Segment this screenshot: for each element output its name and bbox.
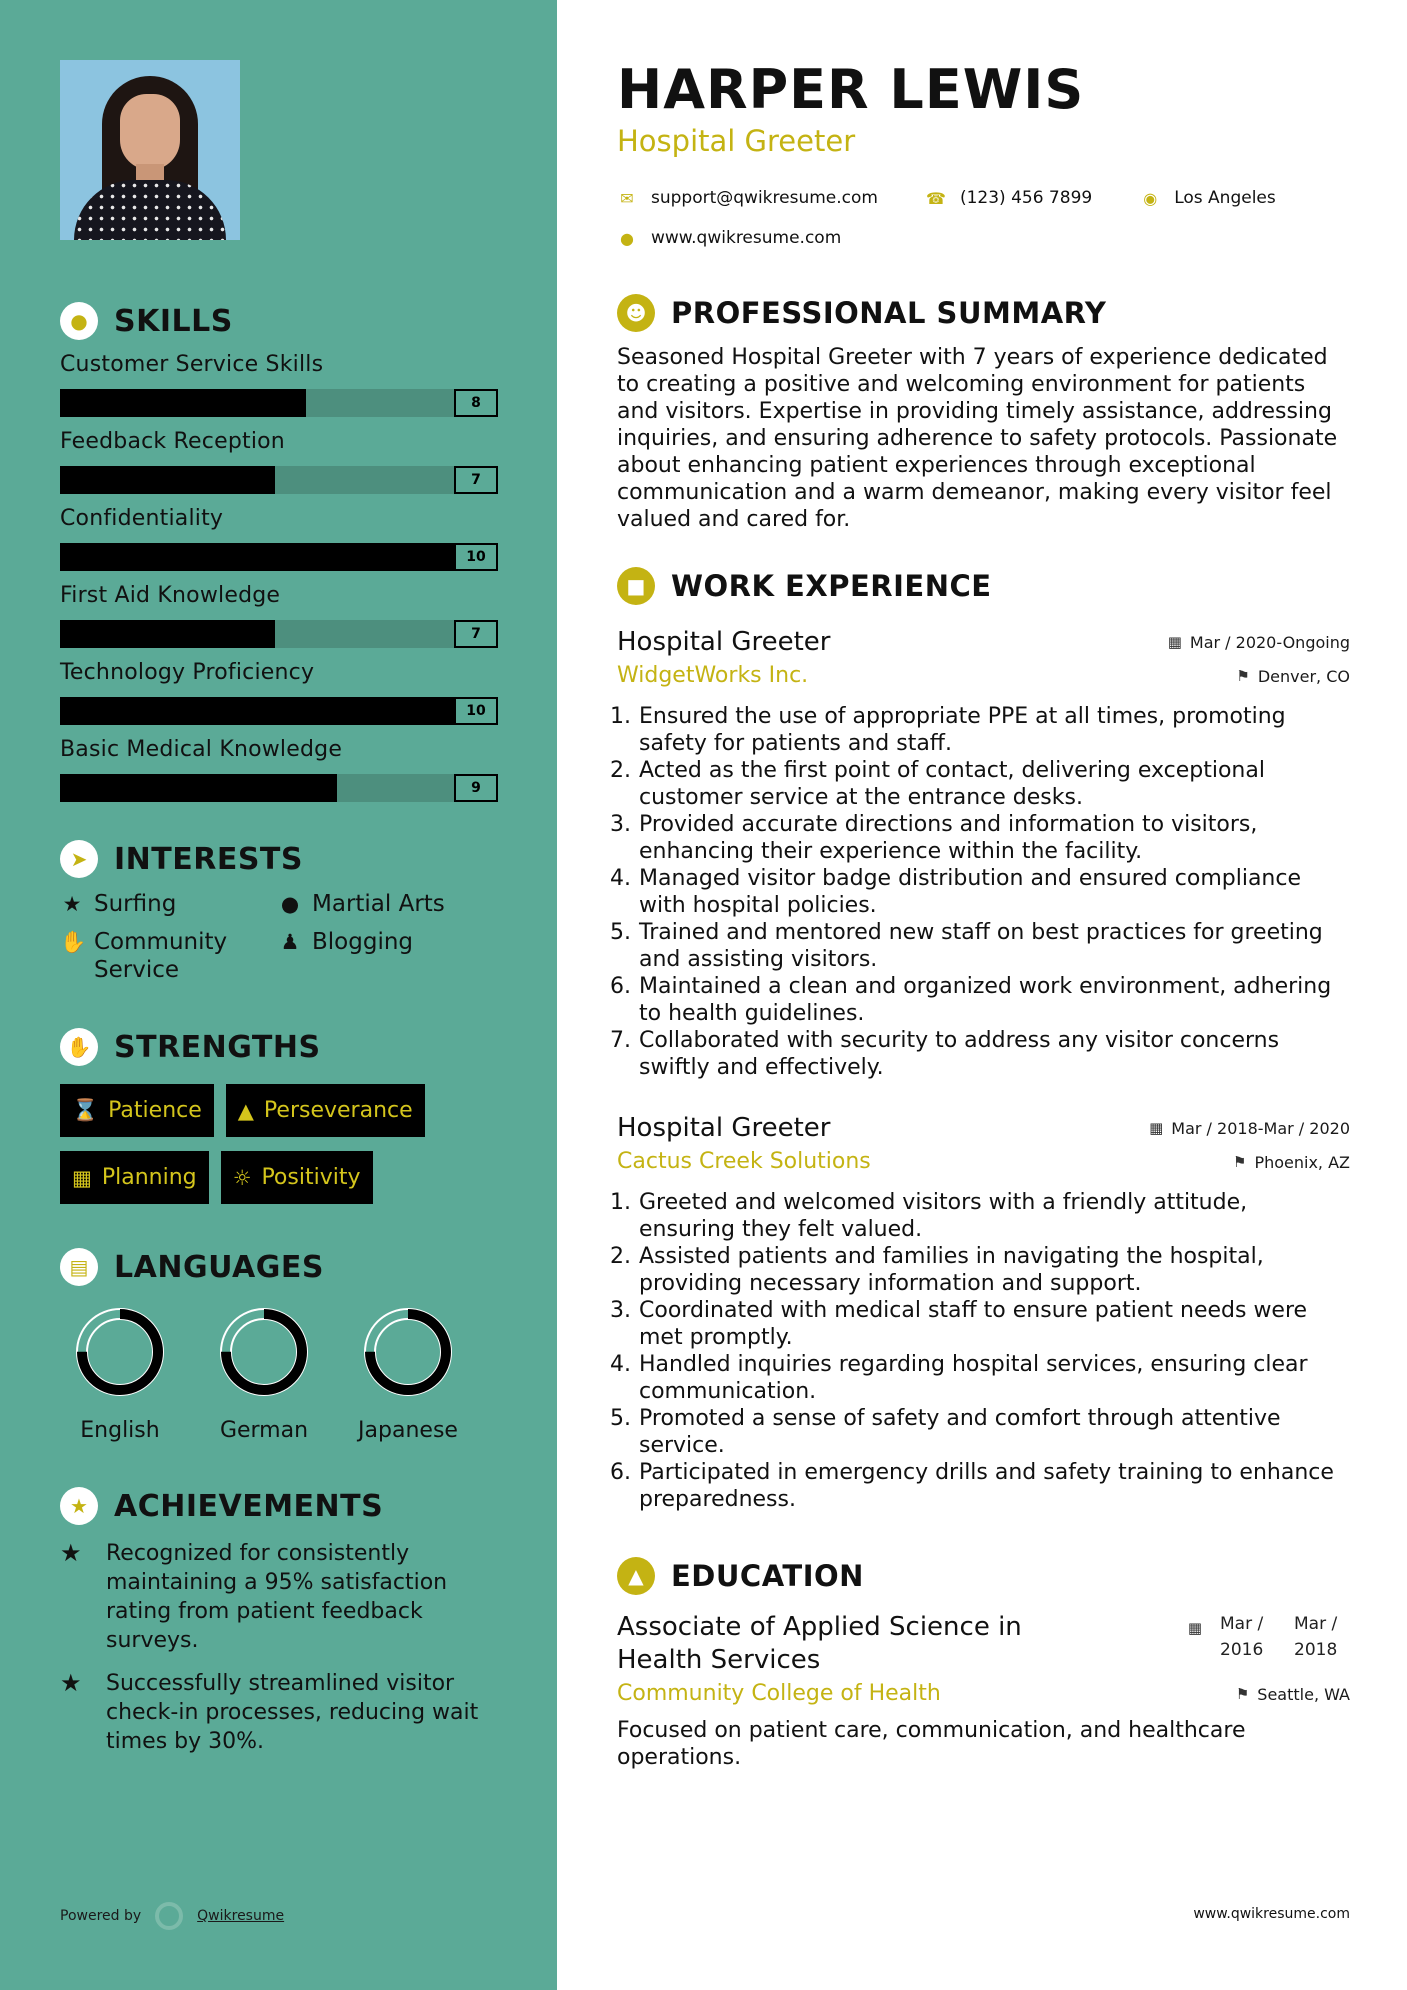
job-bullet: 3. Coordinated with medical staff to ensure patient needs were met promptly. <box>610 1298 1308 1350</box>
star-icon: ★ <box>60 1669 82 1697</box>
language-ring <box>216 1304 312 1400</box>
candidate-name: HARPER LEWIS <box>617 58 1085 121</box>
strength-badge <box>60 1151 209 1204</box>
interest-label: Blogging <box>312 929 414 955</box>
strength-label: Positivity <box>261 1165 361 1190</box>
lightbulb-icon: ● <box>60 302 98 340</box>
skill-bar <box>60 774 498 802</box>
job-bullet: 4. Managed visitor badge distribution and ensured compliance with hospital policies. <box>610 866 1301 918</box>
skill-label: First Aid Knowledge <box>60 583 281 608</box>
skill-label: Technology Proficiency <box>60 660 315 685</box>
skill-score: 9 <box>454 774 498 802</box>
qwikresume-logo-icon <box>155 1902 183 1930</box>
summary-section <box>617 294 1350 533</box>
achievement-text: Successfully streamlined visitor check-in processes, reducing wait times by 30%. <box>106 1671 479 1754</box>
job-title: Hospital Greeter <box>617 627 831 657</box>
skill-bar <box>60 543 498 571</box>
star-badge-icon: ★ <box>60 1487 98 1525</box>
achievements-section <box>60 1487 497 1756</box>
experience-section <box>610 567 1350 1513</box>
powered-by <box>60 1902 284 1930</box>
languages-title: LANGUAGES <box>114 1249 324 1285</box>
language-label: German <box>219 1418 309 1443</box>
summary-text: Seasoned Hospital Greeter with 7 years of experience dedicated to creating a positive and welcoming environment for patients and visitors. Expertise in providing timely assistance, addressing inquiries, and ensuring adherence to safety protocols. Passionate about enhancing patient experiences through exceptional communication and a warm demeanor, making every visitor feel valued and cared for. <box>617 345 1338 532</box>
summary-title: PROFESSIONAL SUMMARY <box>671 296 1107 330</box>
sun-icon: ☼ <box>232 1165 252 1190</box>
job-dates: Mar / 2018-Mar / 2020 <box>1171 1118 1350 1138</box>
skill-score: 7 <box>454 466 498 494</box>
language-item <box>204 1304 324 1443</box>
road-icon: ▲ <box>237 1098 254 1123</box>
skill-label: Customer Service Skills <box>60 352 324 377</box>
strength-badge <box>226 1084 425 1137</box>
education-description: Focused on patient care, communication, and healthcare operations. <box>617 1718 1246 1770</box>
strength-label: Patience <box>108 1098 202 1123</box>
interests-section <box>60 840 497 984</box>
interest-item <box>278 928 498 984</box>
strength-badge <box>60 1084 214 1137</box>
job-bullet: 2. Acted as the first point of contact, delivering exceptional customer service at the entrance desks. <box>610 758 1265 810</box>
skill-bar <box>60 697 498 725</box>
envelope-icon: ✉ <box>620 188 634 208</box>
job-entry <box>610 1111 1350 1513</box>
sidebar <box>0 0 557 1990</box>
skill-bar-fill <box>60 697 454 725</box>
job-bullet: 7. Collaborated with security to address any visitor concerns swiftly and effectively. <box>610 1028 1280 1080</box>
strengths-title: STRENGTHS <box>114 1029 321 1065</box>
users-icon: ♟ <box>280 930 300 954</box>
skill-label: Confidentiality <box>60 506 224 531</box>
language-ring <box>360 1304 456 1400</box>
profile-photo <box>60 60 240 240</box>
skill-label: Basic Medical Knowledge <box>60 737 343 762</box>
job-bullet: 2. Assisted patients and families in navigating the hospital, providing necessary information and support. <box>610 1244 1264 1296</box>
company-name: WidgetWorks Inc. <box>617 663 809 688</box>
skill-score: 10 <box>454 543 498 571</box>
language-label: English <box>80 1418 160 1443</box>
interest-label: Surfing <box>94 891 177 917</box>
phone-icon: ☎ <box>926 188 946 208</box>
pin-icon: ⚑ <box>1236 667 1250 685</box>
interest-label: Martial Arts <box>312 891 445 917</box>
hourglass-icon: ⌛ <box>72 1098 99 1122</box>
chair-icon: ■ <box>617 567 655 605</box>
fist-icon: ✋ <box>60 1028 98 1066</box>
interest-label: Community Service <box>94 929 228 983</box>
job-title: Hospital Greeter <box>617 1113 831 1143</box>
strength-label: Perseverance <box>263 1098 413 1123</box>
footer-url[interactable]: www.qwikresume.com <box>1193 1906 1350 1922</box>
skill-score: 7 <box>454 620 498 648</box>
skill-score: 10 <box>454 697 498 725</box>
school-location: Seattle, WA <box>1257 1684 1350 1704</box>
skill-bar-fill <box>60 466 275 494</box>
job-bullet: 1. Ensured the use of appropriate PPE at all times, promoting safety for patients and staff. <box>610 704 1286 756</box>
skill-bar <box>60 466 498 494</box>
calendar-icon: ▦ <box>1149 1119 1164 1137</box>
skill-bar <box>60 389 498 417</box>
skill-item <box>60 737 497 802</box>
strength-badge <box>221 1151 373 1204</box>
candidate-role: Hospital Greeter <box>617 124 856 158</box>
job-location: Denver, CO <box>1257 666 1350 686</box>
job-bullet: 4. Handled inquiries regarding hospital services, ensuring clear communication. <box>610 1352 1308 1404</box>
skill-item <box>60 583 497 648</box>
skill-bar-fill <box>60 620 275 648</box>
calendar-icon: ▦ <box>1167 633 1182 651</box>
user-icon: ☻ <box>617 294 655 332</box>
skill-item <box>60 506 497 571</box>
skill-item <box>60 429 497 494</box>
main-content <box>610 0 1350 1771</box>
calendar-icon: ▦ <box>1187 1619 1202 1637</box>
achievement-text: Recognized for consistently maintaining a 95% satisfaction rating from patient feedback surveys. <box>106 1541 448 1653</box>
education-title: EDUCATION <box>671 1559 864 1593</box>
job-dates: Mar / 2020-Ongoing <box>1189 632 1350 652</box>
job-location: Phoenix, AZ <box>1254 1152 1350 1172</box>
qwikresume-link[interactable]: Qwikresume <box>197 1908 285 1924</box>
website-link[interactable]: www.qwikresume.com <box>651 228 842 248</box>
star-icon: ★ <box>60 1539 82 1567</box>
interest-item <box>60 890 278 918</box>
job-bullet: 6. Maintained a clean and organized work environment, adhering to health guidelines. <box>610 974 1332 1026</box>
skill-label: Feedback Reception <box>60 429 285 454</box>
skill-bar-fill <box>60 774 337 802</box>
language-item <box>348 1304 468 1443</box>
skills-title: SKILLS <box>114 303 233 339</box>
language-icon: ▤ <box>60 1248 98 1286</box>
job-bullet: 1. Greeted and welcomed visitors with a friendly attitude, ensuring they felt valued. <box>610 1190 1248 1242</box>
star-icon: ★ <box>62 892 82 916</box>
location-text: Los Angeles <box>1174 188 1276 208</box>
skills-section <box>60 302 497 802</box>
hand-icon: ✋ <box>60 930 87 954</box>
interest-item <box>278 890 498 918</box>
languages-section <box>60 1248 497 1443</box>
globe-icon: ● <box>280 892 300 916</box>
job-bullet: 5. Trained and mentored new staff on best practices for greeting and assisting visitors. <box>610 920 1323 972</box>
language-label: Japanese <box>358 1418 458 1443</box>
company-name: Cactus Creek Solutions <box>617 1149 871 1174</box>
globe-icon: ● <box>620 228 634 248</box>
skill-score: 8 <box>454 389 498 417</box>
paper-plane-icon: ➤ <box>60 840 98 878</box>
school-name: Community College of Health <box>617 1681 941 1706</box>
interest-item <box>60 928 278 984</box>
skill-item <box>60 352 497 417</box>
job-bullet: 6. Participated in emergency drills and safety training to enhance preparedness. <box>610 1460 1334 1512</box>
achievements-title: ACHIEVEMENTS <box>114 1488 384 1524</box>
degree-title: Associate of Applied Science in Health Services <box>617 1612 1022 1675</box>
email-link[interactable]: support@qwikresume.com <box>651 188 878 208</box>
contact-info <box>617 178 1350 258</box>
skill-bar-fill <box>60 389 306 417</box>
job-entry <box>610 625 1350 1081</box>
strengths-section <box>60 1028 497 1204</box>
achievement-item <box>60 1669 497 1756</box>
skill-bar <box>60 620 498 648</box>
skill-item <box>60 660 497 725</box>
pin-icon: ⚑ <box>1235 1685 1250 1703</box>
education-section <box>617 1557 1350 1771</box>
pin-icon: ⚑ <box>1232 1153 1247 1171</box>
education-end-date: Mar / 2018 <box>1294 1614 1338 1660</box>
powered-by-label: Powered by <box>60 1908 142 1924</box>
language-item <box>60 1304 180 1443</box>
achievement-item <box>60 1539 497 1655</box>
experience-title: WORK EXPERIENCE <box>671 569 992 603</box>
job-bullet: 3. Provided accurate directions and information to visitors, enhancing their experience within the facility. <box>610 812 1258 864</box>
calendar-icon: ▦ <box>72 1165 92 1190</box>
interests-title: INTERESTS <box>114 841 303 877</box>
skill-bar-fill <box>60 543 454 571</box>
map-pin-icon: ◉ <box>1143 188 1158 208</box>
language-ring <box>72 1304 168 1400</box>
education-start-date: Mar / 2016 <box>1220 1614 1264 1660</box>
graduation-icon: ▲ <box>617 1557 655 1595</box>
job-bullet: 5. Promoted a sense of safety and comfort through attentive service. <box>610 1406 1281 1458</box>
strength-label: Planning <box>101 1165 197 1190</box>
phone-number[interactable]: (123) 456 7899 <box>959 188 1093 208</box>
